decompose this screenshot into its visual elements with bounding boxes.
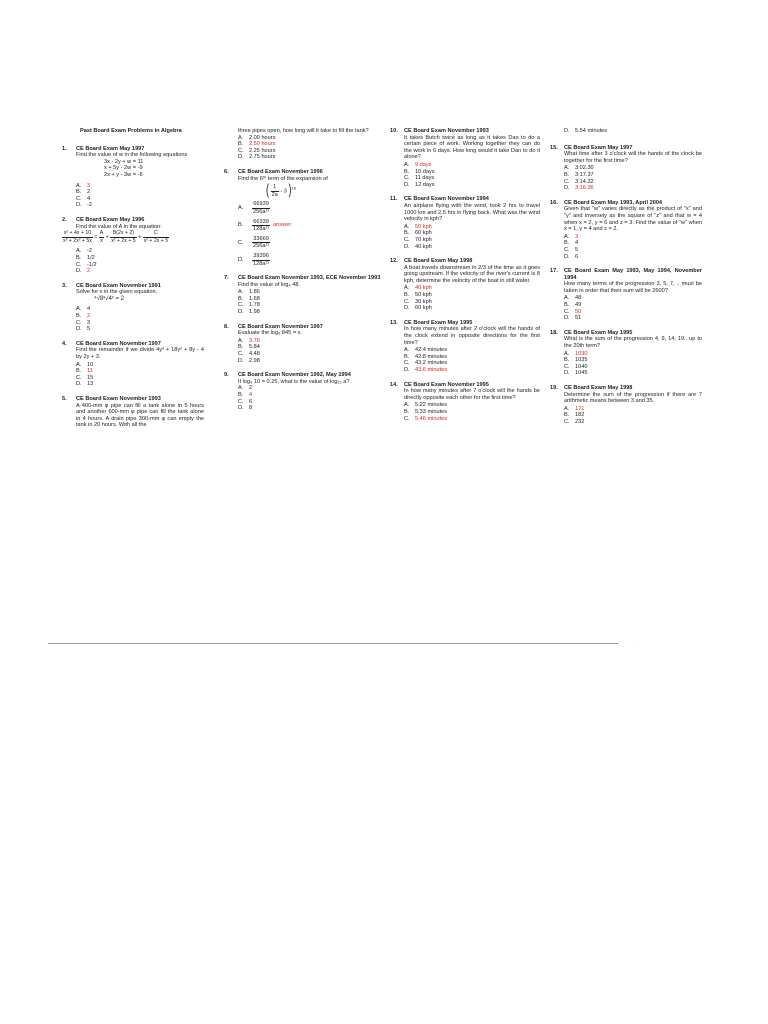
answer-value: 2 (87, 268, 91, 275)
question-text: In how many minutes after 2 o'clock will the hands of the clock extend in opposite directions for the first time? (404, 326, 540, 346)
footer-mark: · · (634, 640, 638, 645)
question-19: 19. CE Board Exam May 1998 Determine the sum of the progression if there are 7 arithmetic means between 3 and 35. A. 171 B. 182 C. 232 (550, 385, 702, 425)
question-9: 9. CE Board Exam November 1992, May 1994 If log₃ 10 = 0.25, what is the value of log₁₀ a? A. 2 B. 4 C. 6 D. 8 (224, 372, 382, 412)
option: C. 5.46 minutes (404, 415, 448, 422)
option: B. 2 (76, 189, 91, 196)
answer-marker: answer (273, 222, 292, 229)
option: B. 49 (564, 302, 582, 309)
option: D. 6 (564, 253, 579, 260)
question-4: 4. CE Board Exam November 1997 Find the remainder if we divide 4y³ + 18y² + 8y - 4 by 2y + 3. A. 10 B. 11 C. 15 D. 13 (62, 340, 204, 388)
option: D. 43.6 minutes (404, 367, 448, 373)
option: C. 1.78 (238, 302, 260, 309)
option: B. 4 (238, 392, 253, 398)
question-text: Find the value of A in the equation: (76, 223, 162, 230)
option: D. 5 (76, 326, 91, 333)
equation-line: 2x + y - 3w = -6 (104, 171, 143, 178)
option: A. 5.22 minutes (404, 402, 448, 409)
question-15: 15. CE Board Exam May 1997 What time after 3 o'clock will the hands of the clock be together for the first time? A. 3:02.30 B. 3:17.37 C. 3:14.32 D. 3:16.36 (550, 144, 702, 192)
option: A. 9 days (404, 161, 432, 168)
option: C. 50 (564, 308, 582, 315)
option: D. 12 days (404, 181, 435, 188)
question-11: 11. CE Board Exam November 1994 An airplane flying with the wind, took 2 hrs to travel 1000 km and 2.5 hrs in flying back. What was the wind velocity in kph? A. 50 kph B. 60 kph C. 70 kph D. 40 kph (390, 196, 540, 250)
question-source: CE Board Exam November 1993 (76, 396, 161, 402)
option: B. 2.50 hours (238, 141, 276, 148)
option: D. 3:16.36 (564, 185, 594, 192)
option: C. 4.48 (238, 351, 260, 358)
question-source: CE Board Exam November 1993, ECE November 1993 (238, 275, 381, 282)
option: B. 50 kph (404, 292, 432, 299)
equation-line: 3x - 2y + w = 11 (104, 158, 144, 165)
option: D. $\frac{39396}{\text{128a¹¹}}$ (238, 252, 270, 267)
option: B. $\frac{66339}{\text{128a¹¹}}$ answer (238, 218, 292, 233)
option: D. -2 (76, 202, 92, 209)
question-source: CE Board Exam November 1991 (76, 282, 161, 289)
option: B. 10 days (404, 168, 435, 175)
question-number: 1. (62, 145, 67, 152)
question-17: 17. CE Board Exam May 1993, May 1994, November 1994 How many terms of the progression 3, 5, 7, .. must be taken in order that their sum will be 2600? A. 48 B. 49 C. 50 D. 51 (550, 268, 702, 322)
option: B. 11 (76, 368, 93, 375)
option: A. 48 (564, 295, 582, 302)
option: D. 1.98 (238, 309, 260, 316)
option: B. 60 kph (404, 230, 432, 237)
option: A. -2 (76, 248, 92, 255)
option: D. 2.75 hours (238, 154, 276, 161)
question-text: In how many minutes after 7 o'clock will the hands be directly opposite each other for the first time? (404, 388, 540, 401)
question-text: three pipes open, how long will it take to fill the tank? (238, 128, 369, 134)
question-5: 5. CE Board Exam November 1993 A 400-mm φ pipe can fill a tank alone in 5 hours and another 600-mm φ pipe can fill the tank alone in 4 hours. A drain pipe 300-mm φ can empty the tank in 20 hours. With all the (62, 396, 204, 429)
option: C. 1040 (564, 363, 588, 370)
answer-value: 50 (575, 308, 582, 315)
question-source: CE Board Exam May 1995 (564, 329, 633, 336)
question-source: CE Board Exam November 1992, May 1994 (238, 372, 351, 379)
option: A. 171 (564, 405, 585, 412)
option: B. 1.68 (238, 295, 260, 302)
question-2: 2. CE Board Exam May 1996 Find the value of A in the equation: $\frac{\text{x² + 4x + 10}}{\text{x³ + 2x² + 5x}}$ = $\frac{A}{x}$ + $\frac{B(2x + 2)}{\text{x² + 2x + 5}}$ + $\frac{C}{\text{x² + 2x + 5}}$ A. -2 B. 1/2 C. -1/2 D. 2 (62, 217, 204, 275)
question-source: CE Board Exam May 1995 (404, 319, 473, 326)
option: C. 5 (564, 246, 579, 253)
answer-value: 3.76 (249, 337, 260, 344)
option: A. $\frac{66939}{\text{256a¹¹}}$ (238, 201, 270, 215)
question-12: 12. CE Board Exam May 1998 A boat travels downstream in 2/3 of the time as it goes going upstream. If the velocity of the river's current is 8 kph, determine the velocity of the boat in still water. A. 40 kph B. 50 kph C. 30 kph D. 60 kph (390, 258, 540, 312)
column-2 (224, 128, 382, 420)
option: A. 10 (76, 361, 94, 368)
question-8: 8. CE Board Exam November 1997 Evaluate the log₆ 845 = x. A. 3.76 B. 5.84 C. 4.48 D. 2.98 (224, 324, 382, 365)
question-3: 3. CE Board Exam November 1991 Solve for x in the given equation. ⁴√8ˣ√4ˣ = 2 A. 4 B. 2 C. 3 D. 5 (62, 283, 204, 333)
option: D. 13 (76, 381, 94, 388)
question-source: CE Board Exam November 1995 (404, 381, 489, 388)
option: D. 2 (76, 268, 91, 275)
question-text: An airplane flying with the wind, took 2 hrs to travel 1000 km and 2.5 hrs in flying back. What was the wind velocity in kph? (404, 202, 540, 223)
question-text: Find the remainder if we divide 4y³ + 18y² + 8y - 4 by 2y + 3. (76, 347, 204, 361)
option: A. 3.76 (238, 337, 260, 344)
question-source: CE Board Exam November 1993 (404, 128, 489, 134)
option: C. 30 kph (404, 298, 432, 305)
question-13: 13. CE Board Exam May 1995 In how many minutes after 2 o'clock will the hands of the clock extend in opposite directions for the first time? A. 42.4 minutes B. 42.8 minutes C. 43.2 minutes D. 43.6 minutes (390, 319, 540, 373)
option: C. 15 (76, 374, 94, 381)
binomial-expression: ( $\frac{1}{2a}$ - 3 )$^{16}$ (266, 181, 296, 198)
option: D. 1045 (564, 370, 588, 377)
question-text: A 400-mm φ pipe can fill a tank alone in 5 hours and another 600-mm φ pipe can fill the tank alone in 4 hours. A drain pipe 300-mm φ can empty the tank in 20 hours. With all the (76, 402, 204, 429)
column-1 (62, 128, 204, 437)
option: B. 42.8 minutes (404, 353, 448, 360)
answer-value: 9 days (415, 161, 432, 168)
question-source: CE Board Exam November 1994 (404, 196, 489, 203)
option: D. 5.54 minutes (564, 128, 608, 134)
option: C. 6 (238, 398, 253, 405)
question-source: CE Board Exam May 1998 (564, 385, 633, 391)
question-source: CE Board Exam May 1996 (76, 216, 145, 223)
document-page (48, 48, 722, 640)
question-source: CE Board Exam May 1993, April 2004 (564, 199, 663, 206)
option: A. 3:02.30 (564, 165, 594, 172)
answer-value: 3 (575, 233, 579, 240)
question-source: CE Board Exam May 1997 (76, 145, 145, 152)
option: C. 3 (76, 319, 91, 326)
option: B. 5.84 (238, 344, 260, 351)
option: B. 2 (76, 313, 91, 320)
question-source: CE Board Exam November 1997 (76, 340, 161, 347)
answer-value: 2.50 hours (249, 141, 276, 148)
option: C. 3:14.32 (564, 178, 594, 185)
question-text: How many terms of the progression 3, 5, 7, .. must be taken in order that their sum will be 2600? (564, 281, 702, 294)
option: D. 40 kph (404, 243, 432, 250)
column-3 (390, 128, 540, 430)
option: C. $\frac{33669}{\text{256a¹¹}}$ (238, 235, 270, 250)
question-source: CE Board Exam May 1993, May 1994, November 1994 (564, 268, 702, 281)
answer-value: 11 (87, 368, 93, 375)
option: D. 51 (564, 315, 582, 322)
answer-value: 50 kph (415, 223, 432, 230)
document-title: Past Board Exam Problems in Algebra (80, 128, 182, 134)
answer-value: 171 (575, 405, 585, 412)
question-14-continued (550, 128, 702, 135)
option: A. 2 (238, 385, 253, 392)
option: C. 4 (76, 195, 91, 202)
column-4 (550, 128, 702, 434)
option: C. 43.2 minutes (404, 360, 448, 367)
option: A. 42.4 minutes (404, 347, 448, 354)
answer-value: 3:16.36 (575, 185, 594, 192)
option: B. 182 (564, 412, 585, 419)
answer-value: 3 (87, 182, 91, 189)
answer-value: 43.6 minutes (415, 367, 448, 373)
option: B. 3:17.37 (564, 171, 594, 178)
option: B. 1035 (564, 357, 588, 364)
page-divider (48, 643, 618, 644)
question-18: 18. CE Board Exam May 1995 What is the sum of the progression 4, 9, 14, 19.. up to the 20th term? A. 1030 B. 1035 C. 1040 D. 1045 (550, 329, 702, 377)
option: C. 11 days (404, 175, 435, 182)
option: A. 3 (564, 233, 579, 240)
question-text: What is the sum of the progression 4, 9, 14, 19.. up to the 20th term? (564, 336, 702, 350)
option: C. 70 kph (404, 236, 432, 243)
question-source: CE Board Exam May 1998 (404, 258, 473, 265)
question-5-continued (238, 128, 382, 161)
option: A. 50 kph (404, 223, 432, 230)
answer-value: 1030 (575, 350, 588, 357)
answer-value: 4 (249, 392, 253, 398)
question-source: CE Board Exam May 1997 (564, 144, 633, 151)
option: C. 232 (564, 418, 585, 425)
answer-value: 40 kph (415, 285, 432, 292)
option: A. 1.86 (238, 289, 260, 296)
question-text: A boat travels downstream in 2/3 of the time as it goes going upstream. If the velocity of the river's current is 8 kph, determine the velocity of the boat in still water. (404, 264, 540, 284)
option: C. 2.25 hours (238, 147, 276, 154)
question-source: CE Board Exam November 1996 (238, 168, 323, 175)
option: D. 8 (238, 405, 253, 412)
option: D. 2.98 (238, 357, 260, 364)
question-text: Find the value of log₄ 48. (238, 281, 300, 288)
question-text: Solve for x in the given equation. (76, 289, 158, 296)
question-source: CE Board Exam November 1997 (238, 323, 323, 330)
option: B. 1/2 (76, 254, 95, 261)
question-text: Find the 6ᵗʰ term of the expansion of (238, 175, 328, 182)
question-text: Given that "w" varies directly as the product of "x" and "y" and inversely as the square of "z" and that w = 4 when x = 2, y = 6 and z = 3. Find the value of "w" when x = 1, y = 4 and z = 2. (564, 206, 702, 233)
answer-value: 5.46 minutes (415, 415, 448, 422)
question-text: Evaluate the log₆ 845 = x. (238, 330, 302, 337)
question-text: What time after 3 o'clock will the hands of the clock be together for the first time? (564, 151, 702, 164)
equation: ⁴√8ˣ√4ˣ = 2 (94, 295, 124, 302)
option: A. 2.00 hours (238, 134, 276, 141)
answer-value: 2 (87, 313, 91, 320)
question-text: Determine the sum of the progression if there are 7 arithmetic means between 3 and 35. (564, 391, 702, 405)
equation: $\frac{\text{x² + 4x + 10}}{\text{x³ + 2x² + 5x}}$ = $\frac{A}{x}$ + $\frac{B(2x + 2)}{\text{x² + 2x + 5}}$ + $\frac{C}{\text{x² + 2x + 5}}$ (63, 230, 169, 244)
question-text: If log₃ 10 = 0.25, what is the value of log₁₀ a? (238, 378, 350, 385)
option: B. 5.33 minutes (404, 408, 448, 415)
question-1 (62, 146, 204, 209)
equation-line: x + 5y - 2w = -9 (104, 165, 143, 172)
option: B. 4 (564, 240, 579, 247)
question-16: 16. CE Board Exam May 1993, April 2004 Given that "w" varies directly as the product of "x" and "y" and inversely as the square of "z" and that w = 4 when x = 2, y = 6 and z = 3. Find the value of "w" when x = 1, y = 4 and z = 2. A. 3 B. 4 C. 5 D. 6 (550, 199, 702, 260)
option: C. -1/2 (76, 261, 97, 268)
question-7: 7. CE Board Exam November 1993, ECE November 1993 Find the value of log₄ 48. A. 1.86 B. 1.68 C. 1.78 D. 1.98 (224, 275, 381, 316)
question-6: 6. CE Board Exam November 1996 Find the 6ᵗʰ term of the expansion of ( $\frac{1}{2a}$ - 3 )$^{16}$ A. $\frac{66939}{\text{256a¹¹}}$ B. $\frac{66339}{\text{128a¹¹}}$ answer C. $\frac{33669}{\text{256a¹¹}}$ D. $\frac{39396}{\text{128a¹¹}}$ (224, 169, 382, 267)
option: A. 3 (76, 182, 91, 189)
option: A. 1030 (564, 350, 588, 357)
question-text: Find the value of w in the following equations (76, 152, 188, 159)
option: D. 60 kph (404, 305, 432, 312)
option: A. 4 (76, 306, 91, 313)
question-10: 10. CE Board Exam November 1993 It takes Butch twice as long as it takes Dan to do a certain piece of work. Working together they can do the work in 6 days. How long would it take Dan to do it alone? A. 9 days B. 10 days C. 11 days D. 12 days (390, 128, 540, 188)
question-14: 14. CE Board Exam November 1995 In how many minutes after 7 o'clock will the hands be directly opposite each other for the first time? A. 5.22 minutes B. 5.33 minutes C. 5.46 minutes (390, 381, 540, 422)
option: A. 40 kph (404, 285, 432, 292)
question-text: It takes Butch twice as long as it takes Dan to do a certain piece of work. Working together they can do the work in 6 days. How long would it take Dan to do it alone? (404, 134, 540, 161)
